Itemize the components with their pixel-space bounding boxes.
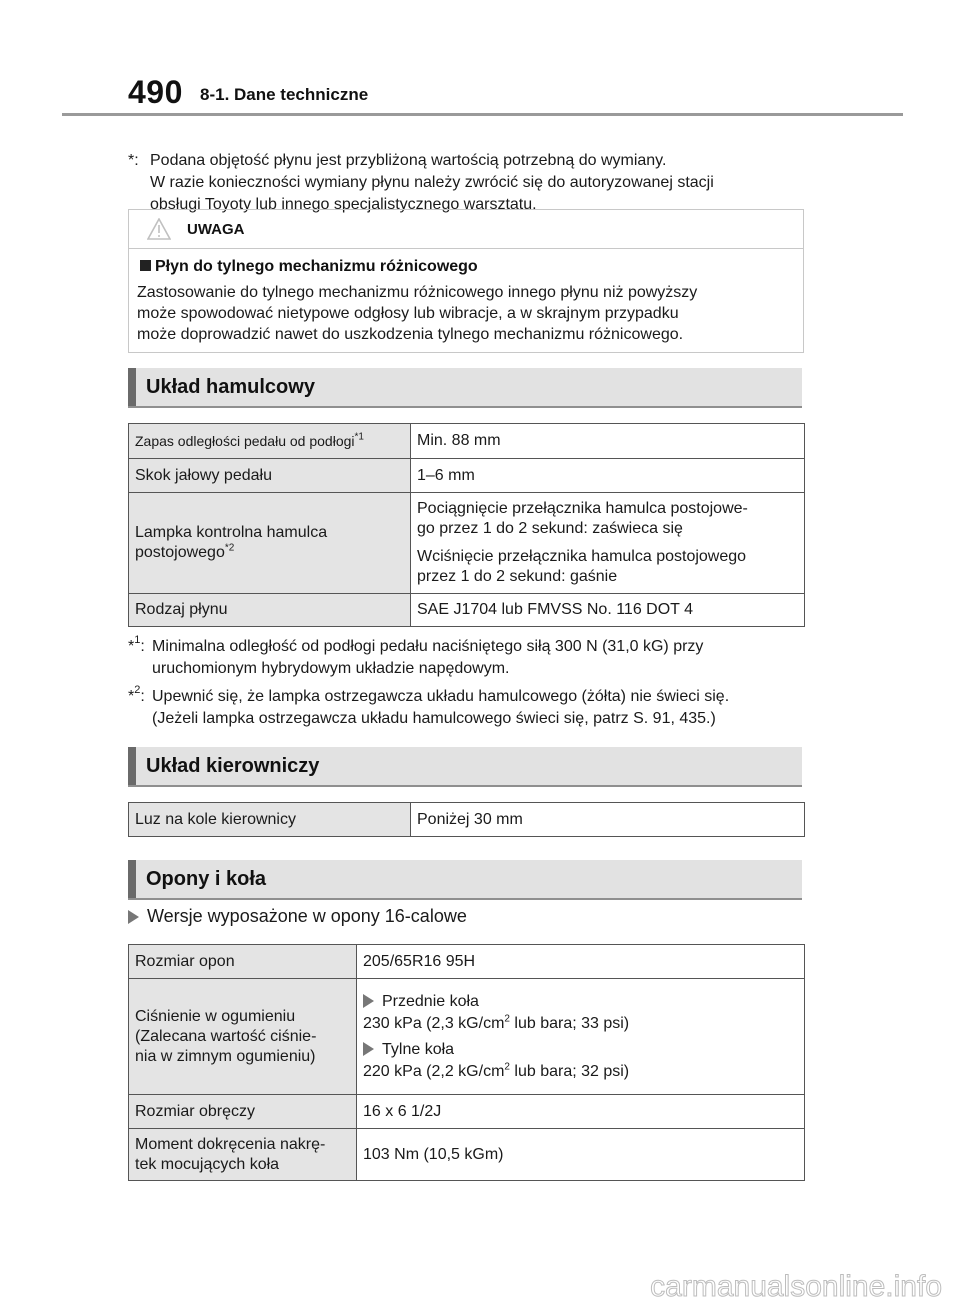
footnote-line: Podana objętość płynu jest przybliżoną wartością potrzebną do wymiany. — [150, 152, 667, 169]
page-number: 490 — [128, 74, 183, 110]
table-key: Moment dokręcenia nakrę- tek mocujących koła — [129, 1129, 357, 1181]
caution-subtitle-text: Płyn do tylnego mechanizmu różnicowego — [155, 258, 478, 275]
table-value: Przednie koła 230 kPa (2,3 $kG/cm^2$ lub bara; 33 psi) Tylne koła 220 kPa (2,2 $kG/cm^2$ lub bara; 32 psi) — [357, 979, 805, 1095]
arrow-bullet-icon — [363, 1042, 374, 1056]
chapter-title: 8-1. Dane techniczne — [200, 85, 369, 104]
table-row — [129, 945, 805, 979]
section-title: Opony i koła — [146, 868, 267, 890]
table-row — [129, 459, 805, 493]
table-value: 1–6 mm — [411, 459, 805, 493]
warning-triangle-icon — [147, 218, 171, 240]
caution-label: UWAGA — [187, 221, 245, 238]
section-header-steering — [128, 747, 802, 787]
section-header-tires — [128, 860, 802, 900]
header-rule — [62, 113, 903, 116]
table-value: 103 Nm (10,5 kGm) — [357, 1129, 805, 1181]
table-key: Lampka kontrolna hamulca postojowego$^{*2}$ — [129, 493, 411, 594]
arrow-bullet-icon — [363, 994, 374, 1008]
watermark — [586, 1266, 946, 1306]
variant-line: Wersje wyposażone w opony 16-calowe — [128, 906, 467, 927]
watermark-text: carmanualsonline.info — [650, 1270, 942, 1303]
table-row — [129, 493, 805, 594]
brakes-table — [128, 423, 805, 627]
footnote-line: W razie konieczności wymiany płynu należy zwrócić się do autoryzowanej stacji — [150, 174, 714, 191]
table-row — [129, 1095, 805, 1129]
table-key: Skok jałowy pedału — [129, 459, 411, 493]
steering-table — [128, 802, 805, 837]
caution-line: Zastosowanie do tylnego mechanizmu różnicowego innego płynu niż powyższy — [137, 284, 698, 301]
brakes-footnote-2: *$^2$: Upewnić się, że lampka ostrzegawcza układu hamulcowego (żółta) nie świeci się. (Jeżeli lampka ostrzegawcza układu hamulcowego świeci się, patrz S. 91, 435.) — [128, 683, 730, 727]
caution-line: może spowodować nietypowe odgłosy lub wibracje, a w skrajnym przypadku — [137, 305, 679, 322]
table-value: 205/65R16 95H — [357, 945, 805, 979]
table-row — [129, 979, 805, 1095]
top-footnote — [128, 150, 808, 216]
footnote-line: obsługi Toyoty lub innego specjalistycznego warsztatu. — [150, 196, 537, 213]
arrow-bullet-icon — [128, 910, 139, 924]
table-row — [129, 594, 805, 627]
section-title: Układ kierowniczy — [146, 755, 320, 777]
table-value: Pociągnięcie przełącznika hamulca postojowe- go przez 1 do 2 sekund: zaświeca się Wciśnięcie przełącznika hamulca postojowego przez 1 do 2 sekund: gaśnie — [411, 493, 805, 594]
section-rule — [128, 406, 802, 408]
table-value: Min. 88 mm — [411, 424, 805, 459]
table-key: Luz na kole kierownicy — [129, 803, 411, 837]
section-header-brakes — [128, 368, 802, 408]
tires-table — [128, 944, 805, 1181]
table-value: SAE J1704 lub FMVSS No. 116 DOT 4 — [411, 594, 805, 627]
square-bullet-icon — [140, 260, 151, 271]
caution-header — [129, 210, 803, 249]
table-key: Ciśnienie w ogumieniu (Zalecana wartość ciśnie- nia w zimnym ogumieniu) — [129, 979, 357, 1095]
table-row — [129, 803, 805, 837]
caution-text — [137, 282, 797, 345]
table-key: Rodzaj płynu — [129, 594, 411, 627]
table-key: Rozmiar obręczy — [129, 1095, 357, 1129]
caution-box — [128, 209, 804, 353]
section-rule — [128, 785, 802, 787]
section-title: Układ hamulcowy — [146, 376, 315, 398]
table-value: Poniżej 30 mm — [411, 803, 805, 837]
table-row — [129, 1129, 805, 1181]
footnote-mark: *: — [128, 152, 139, 169]
table-value: 16 x 6 1/2J — [357, 1095, 805, 1129]
section-rule — [128, 898, 802, 900]
table-row — [129, 424, 805, 459]
brakes-footnote-1: *$^1$: Minimalna odległość od podłogi pedału naciśniętego siłą 300 N (31,0 kG) przy uruchomionym hybrydowym układzie napędowym. — [128, 633, 704, 677]
caution-subtitle — [140, 258, 478, 276]
table-key: Rozmiar opon — [129, 945, 357, 979]
table-key: Zapas odległości pedału od podłogi$^{*1}$ — [129, 424, 411, 459]
caution-line: może doprowadzić nawet do uszkodzenia tylnego mechanizmu różnicowego. — [137, 326, 684, 343]
